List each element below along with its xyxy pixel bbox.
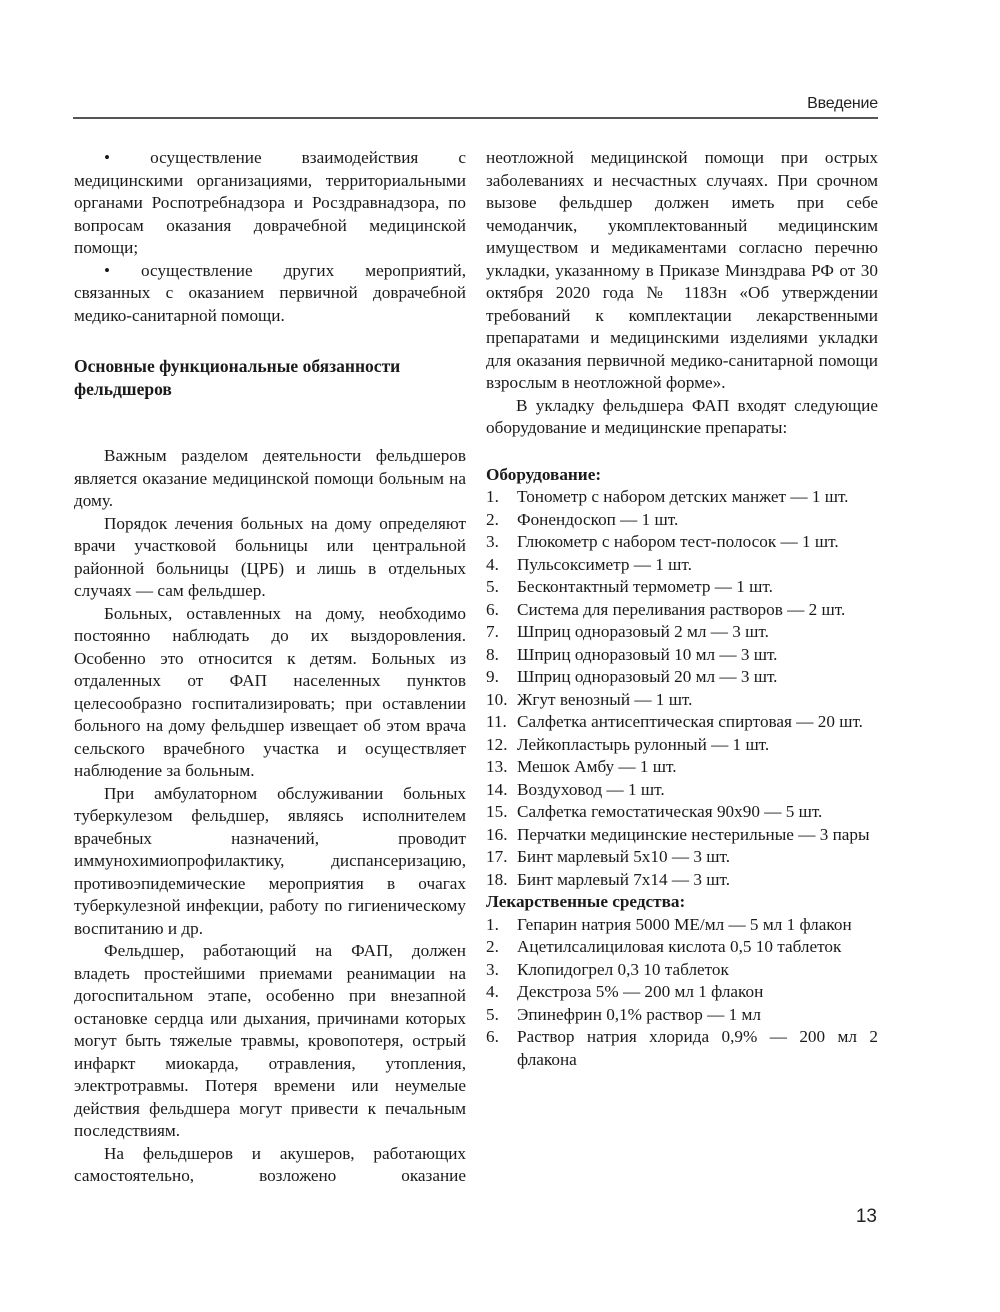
paragraph: Фельдшер, работающий на ФАП, должен владеть простейшими приемами реанимации на догоспитальном этапе, особенно при внезапной остановке сердца или дыхания, причинами которых могут быть тяжелые травмы, кровопотеря, острый инфаркт миокарда, отравления, утопления, электротравмы. Потеря времени или неумелые действия фельдшера могут привести к печальным последствиям. <box>74 941 466 1140</box>
bullet-item: • осуществление взаимодействия с медицинскими организациями, территориальными органами Роспотребнадзора и Росздравнадзора, по вопросам оказания доврачебной медицинской помощи; <box>74 148 466 257</box>
list-item: 12. Лейкопластырь рулонный — 1 шт. <box>486 734 770 754</box>
list-item: 16. Перчатки медицинские нестерильные — 3 пары <box>486 824 870 844</box>
list-item: 13. Мешок Амбу — 1 шт. <box>486 757 677 776</box>
equipment-heading: Оборудование: <box>486 464 602 484</box>
running-header-title: Введение <box>807 95 878 112</box>
list-item: 8. Шприц одноразовый 10 мл — 3 шт. <box>486 644 778 664</box>
list-item: 10. Жгут венозный — 1 шт. <box>486 689 693 709</box>
list-item: 2. Фонендоскоп — 1 шт. <box>486 509 679 529</box>
paragraph: На фельдшеров и акушеров, работающих самостоятельно, возложено оказание <box>74 1143 466 1185</box>
list-item: 5. Эпинефрин 0,1% раствор — 1 мл <box>486 1004 761 1024</box>
list-item: 9. Шприц одноразовый 20 мл — 3 шт. <box>486 667 778 686</box>
drugs-list <box>486 914 878 1072</box>
right-column <box>486 147 878 1071</box>
list-item: 5. Бесконтактный термометр — 1 шт. <box>486 577 773 596</box>
paragraph: Важным разделом деятельности фельдшеров является оказание медицинской помощи больным на дому. <box>74 446 466 510</box>
list-item: 17. Бинт марлевый 5х10 — 3 шт. <box>486 847 730 866</box>
page-number: 13 <box>855 1206 877 1227</box>
paragraph: В укладку фельдшера ФАП входят следующие оборудование и медицинские препараты: <box>486 395 878 437</box>
list-item: 4. Декстроза 5% — 200 мл 1 флакон <box>486 982 764 1001</box>
list-item: 2. Ацетилсалициловая кислота 0,5 10 таблеток <box>486 937 842 956</box>
list-item: 6. Раствор натрия хлорида 0,9% — 200 мл 2 флакона <box>486 1027 878 1069</box>
paragraph: При амбулаторном обслуживании больных туберкулезом фельдшер, являясь исполнителем врачебных назначений, проводит иммунохимиопрофилактику, диспансеризацию, противоэпидемические мероприятия в очагах туберкулезной инфекции, работу по гигиеническому воспитанию и др. <box>74 783 466 938</box>
list-item: 3. Клопидогрел 0,3 10 таблеток <box>486 959 729 979</box>
bullet-item: • осуществление других мероприятий, связанных с оказанием первичной доврачебной медико-санитарной помощи. <box>74 260 466 325</box>
section-heading: Основные функциональные обязанности фельдшеров <box>74 356 401 399</box>
left-column <box>74 147 466 1188</box>
list-item: 1. Тонометр с набором детских манжет — 1 шт. <box>486 487 849 506</box>
list-item: 18. Бинт марлевый 7х14 — 3 шт. <box>486 869 730 889</box>
list-item: 3. Глюкометр с набором тест-полосок — 1 шт. <box>486 532 839 551</box>
drugs-heading: Лекарственные средства: <box>486 892 686 911</box>
paragraph: Больных, оставленных на дому, необходимо постоянно наблюдать до их выздоровления. Особенно это относится к детям. Больных из отдаленных от ФАП населенных пунктов целесообразно госпитализировать; при оставлении больного на дому фельдшер извещает об этом врача сельского врачебного участка и осуществляет наблюдение за больным. <box>74 603 466 780</box>
list-item: 1. Гепарин натрия 5000 МЕ/мл — 5 мл 1 флакон <box>486 914 852 934</box>
list-item: 6. Система для переливания растворов — 2 шт. <box>486 599 846 619</box>
paragraph: Порядок лечения больных на дому определяют врачи участковой больницы или центральной районной больницы (ЦРБ) и лишь в отдельных случаях — сам фельдшер. <box>74 513 466 600</box>
equipment-list <box>486 486 878 891</box>
list-item: 14. Воздуховод — 1 шт. <box>486 779 665 799</box>
list-item: 15. Салфетка гемостатическая 90х90 — 5 шт. <box>486 802 823 821</box>
list-item: 4. Пульсоксиметр — 1 шт. <box>486 554 692 574</box>
paragraph-continuation: неотложной медицинской помощи при острых заболеваниях и несчастных случаях. При срочном вызове фельдшер должен иметь при себе чемоданчик, укомплектованный медицинским имуществом и медикаментами согласно перечню укладки, указанному в Приказе Минздрава РФ от 30 октября 2020 года № 1183н «Об утверждении требований к комплектации лекарственными препаратами и медицинскими изделиями укладки для оказания первичной медико-санитарной помощи взрослым в неотложной форме». <box>486 148 878 392</box>
header-rule <box>73 117 878 119</box>
list-item: 7. Шприц одноразовый 2 мл — 3 шт. <box>486 622 769 641</box>
list-item: 11. Салфетка антисептическая спиртовая — 20 шт. <box>486 712 863 731</box>
